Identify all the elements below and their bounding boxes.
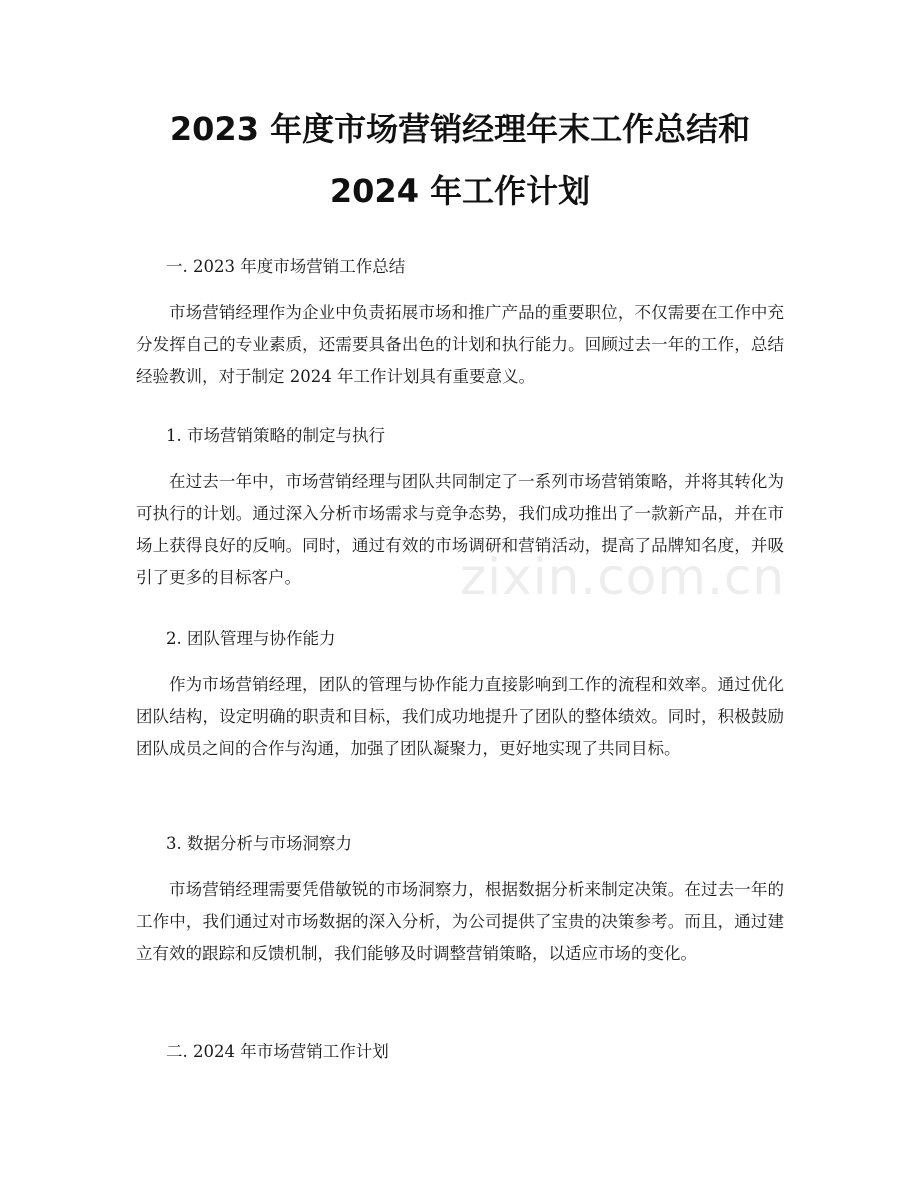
item-paragraph-3: 市场营销经理需要凭借敏锐的市场洞察力，根据数据分析来制定决策。在过去一年的工作中，我们通过对市场数据的深入分析，为公司提供了宝贵的决策参考。而且，通过建立有效的跟踪和反馈机制，我们能够及时调整营销策略，以适应市场的变化。 [136,880,784,963]
item-heading-3: 3. 数据分析与市场洞察力 [166,834,352,853]
watermark: zixin.com.cn [460,548,786,606]
item-heading-2: 2. 团队管理与协作能力 [166,629,336,648]
document-title: 2023 年度市场营销经理年末工作总结和 2024 年工作计划 [169,110,751,210]
item-heading-1: 1. 市场营销策略的制定与执行 [166,426,385,445]
section-heading-2: 二. 2024 年市场营销工作计划 [166,1042,389,1061]
item-paragraph-1: 在过去一年中，市场营销经理与团队共同制定了一系列市场营销策略，并将其转化为可执行的计划。通过深入分析市场需求与竞争态势，我们成功推出了一款新产品，并在市场上获得良好的反响。同时，通过有效的市场调研和营销活动，提高了品牌知名度，并吸引了更多的目标客户。 [136,472,784,587]
item-paragraph-2: 作为市场营销经理，团队的管理与协作能力直接影响到工作的流程和效率。通过优化团队结构，设定明确的职责和目标，我们成功地提升了团队的整体绩效。同时，积极鼓励团队成员之间的合作与沟通，加强了团队凝聚力，更好地实现了共同目标。 [136,675,784,758]
section-heading-1: 一. 2023 年度市场营销工作总结 [166,257,406,276]
intro-paragraph: 市场营销经理作为企业中负责拓展市场和推广产品的重要职位，不仅需要在工作中充分发挥自己的专业素质，还需要具备出色的计划和执行能力。回顾过去一年的工作，总结经验教训，对于制定 2024 年工作计划具有重要意义。 [136,303,784,386]
